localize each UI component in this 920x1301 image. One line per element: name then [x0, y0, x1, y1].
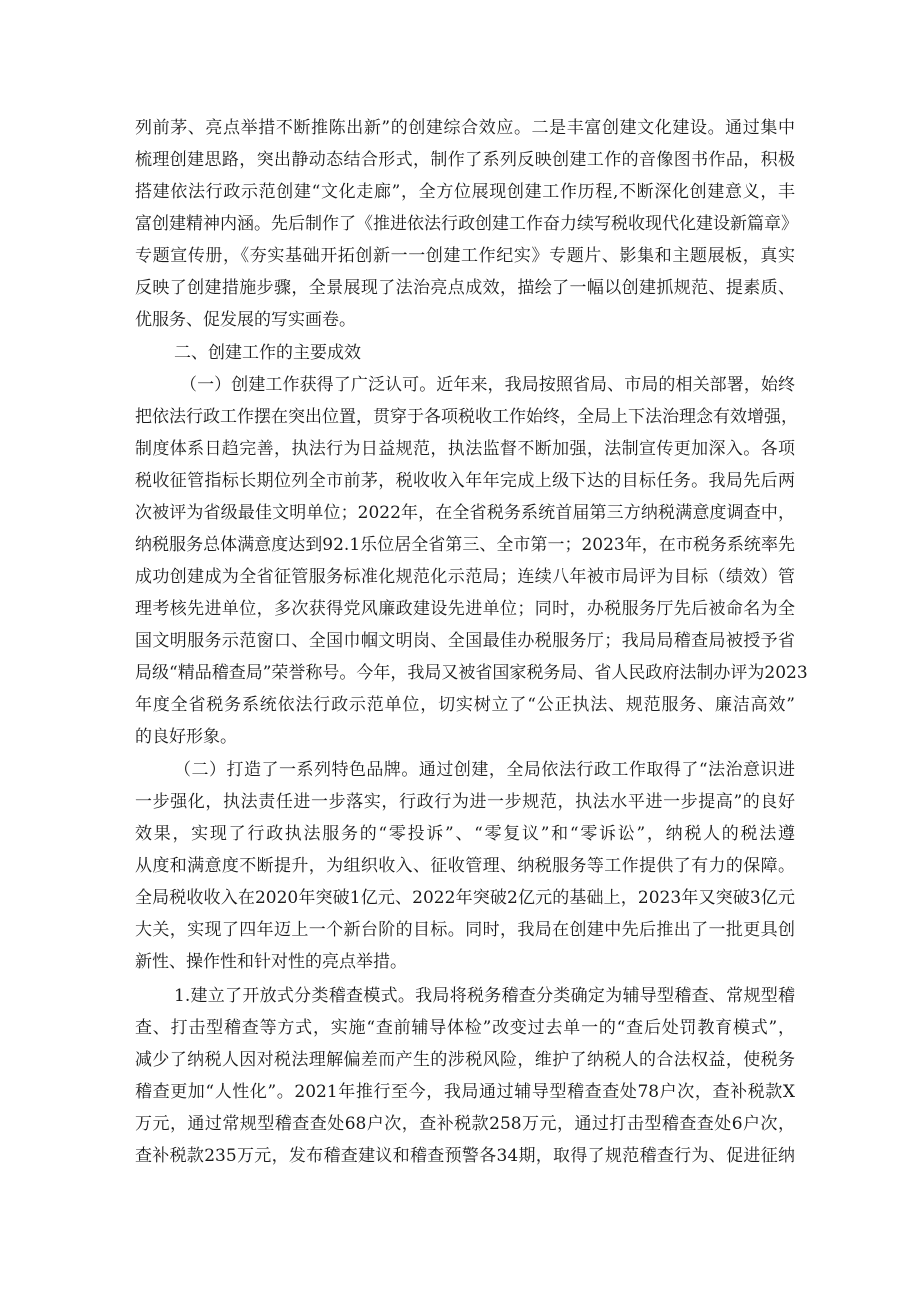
paragraph-line: 理考核先进单位，多次获得党风廉政建设先进单位；同时，办税服务厅先后被命名为全	[135, 599, 795, 619]
paragraph-line: 1.建立了开放式分类稽查模式。我局将税务稽查分类确定为辅导型稽查、常规型稽	[174, 986, 795, 1006]
paragraph-line: 成功创建成为全省征管服务标准化规范化示范局；连续八年被市局评为目标（绩效）管	[135, 567, 795, 587]
paragraph-line: 次被评为省级最佳文明单位；2022年，在全省税务系统首届第三方纳税满意度调查中，	[135, 503, 795, 523]
paragraph-line: 纳税服务总体满意度达到92.1乐位居全省第三、全市第一；2023年，在市税务系统率先	[135, 535, 795, 555]
paragraph-line: 反映了创建措施步骤，全景展现了法治亮点成效，描绘了一幅以创建抓规范、提素质、	[135, 278, 795, 298]
paragraph-line: 搭建依法行政示范创建“文化走廊”，全方位展现创建工作历程,不断深化创建意义，丰	[135, 182, 795, 202]
paragraph-line: 查、打击型稽查等方式，实施“查前辅导体检”改变过去单一的“查后处罚教育模式”，	[135, 1018, 795, 1038]
paragraph-line: 梳理创建思路，突出静动态结合形式，制作了系列反映创建工作的音像图书作品，积极	[135, 150, 795, 170]
paragraph-line: 税收征管指标长期位列全市前茅，税收收入年年完成上级下达的目标任务。我局先后两	[135, 471, 795, 491]
paragraph-line: 富创建精神内涵。先后制作了《推进依法行政创建工作奋力续写税收现代化建设新篇章》	[135, 214, 798, 234]
paragraph-line: 从度和满意度不断提升，为组织收入、征收管理、纳税服务等工作提供了有力的保障。	[135, 856, 795, 876]
paragraph-line: 新性、操作性和针对性的亮点举措。	[135, 952, 407, 972]
paragraph-line: 的良好形象。	[135, 727, 237, 747]
paragraph-line: （二）打造了一系列特色品牌。通过创建，全局依法行政工作取得了“法治意识进	[174, 760, 795, 780]
paragraph-line: 国文明服务示范窗口、全国巾帼文明岗、全国最佳办税服务厅；我局局稽查局被授予省	[135, 631, 795, 651]
paragraph-line: 查补税款235万元，发布稽查建议和稽查预警各34期，取得了规范稽查行为、促进征纳	[135, 1146, 795, 1166]
paragraph-line: 局级“精品稽查局”荣誉称号。今年，我局又被省国家税务局、省人民政府法制办评为2023	[135, 663, 808, 683]
paragraph-line: （一）创建工作获得了广泛认可。近年来，我局按照省局、市局的相关部署，始终	[180, 375, 795, 395]
paragraph-line: 一步强化，执法责任进一步落实，行政行为进一步规范，执法水平进一步提高”的良好	[135, 792, 795, 812]
paragraph-line: 优服务、促发展的写实画卷。	[135, 310, 356, 330]
paragraph-line: 大关，实现了四年迈上一个新台阶的目标。同时，我局在创建中先后推出了一批更具创	[135, 920, 795, 940]
paragraph-line: 万元，通过常规型稽查查处68户次，查补税款258万元，通过打击型稽查查处6户次，	[135, 1114, 795, 1134]
paragraph-line: 专题宣传册，《夯实基础开拓创新一一创建工作纪实》专题片、影集和主题展板，真实	[135, 246, 795, 266]
paragraph-line: 稽查更加“人性化”。2021年推行至今，我局通过辅导型稽查查处78户次，查补税款X	[135, 1082, 795, 1102]
paragraph-line: 全局税收收入在2020年突破1亿元、2022年突破2亿元的基础上，2023年又突破3亿元	[135, 888, 795, 908]
paragraph-line: 把依法行政工作摆在突出位置，贯穿于各项税收工作始终，全局上下法治理念有效增强，	[135, 407, 798, 427]
paragraph-line: 列前茅、亮点举措不断推陈出新”的创建综合效应。二是丰富创建文化建设。通过集中	[135, 118, 795, 138]
paragraph-line: 效果，实现了行政执法服务的“零投诉”、“零复议”和“零诉讼”，纳税人的税法遵	[135, 824, 795, 844]
paragraph-line: 制度体系日趋完善，执法行为日益规范，执法监督不断加强，法制宣传更加深入。各项	[135, 439, 795, 459]
paragraph-line: 减少了纳税人因对税法理解偏差而产生的涉税风险，维护了纳税人的合法权益，使税务	[135, 1050, 795, 1070]
paragraph-line: 年度全省税务系统依法行政示范单位，切实树立了“公正执法、规范服务、廉洁高效”	[135, 695, 795, 715]
section-heading: 二、创建工作的主要成效	[174, 343, 361, 363]
